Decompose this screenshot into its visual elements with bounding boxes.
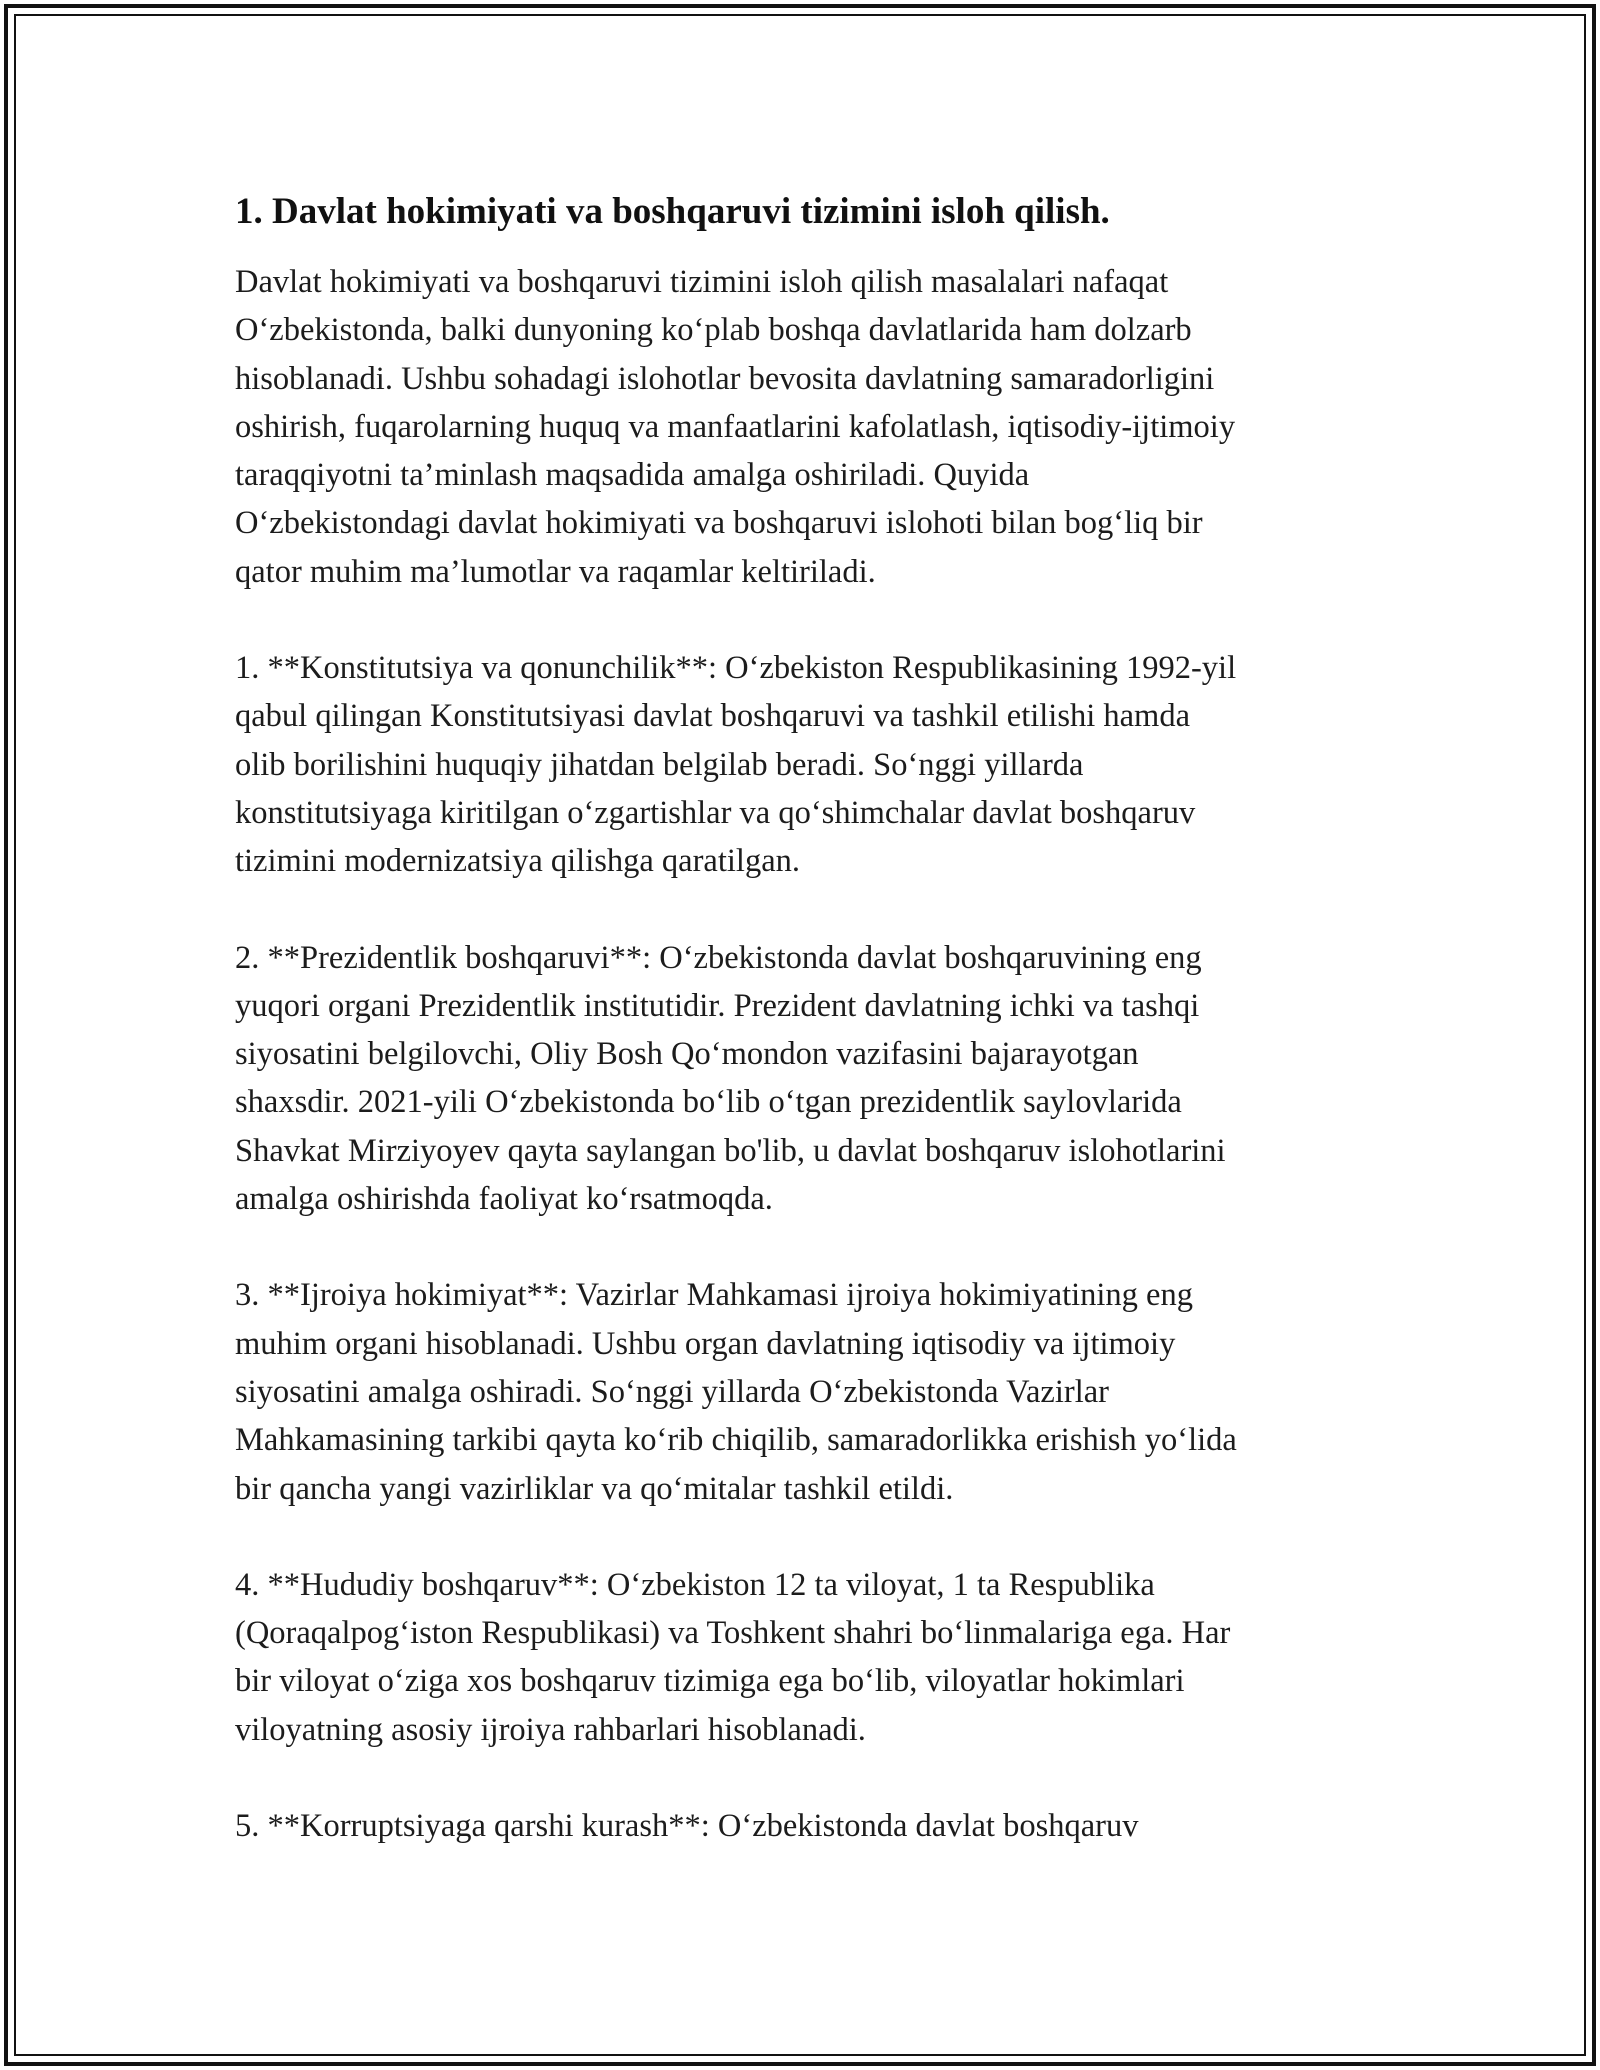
list-item-constitution: 1. **Konstitutsiya va qonunchilik**: Oʻzbekiston Respublikasining 1992-yil qabul qilingan Konstitutsiyasi davlat boshqaruvi va tashkil etilishi hamda olib borilishini huquqiy jihatdan belgilab beradi. Soʻnggi yillarda konstitutsiyaga kiritilgan oʻzgartishlar va qoʻshimchalar davlat boshqaruv tizimini modernizatsiya qilishga qaratilgan. [235,650,1237,880]
document-title: 1. Davlat hokimiyati va boshqaruvi tizimini isloh qilish. [235,191,1110,232]
intro-paragraph: Davlat hokimiyati va boshqaruvi tizimini isloh qilish masalalari nafaqat Oʻzbekistonda, balki dunyoning koʻplab boshqa davlatlarida ham dolzarb hisoblanadi. Ushbu sohadagi islohotlar bevosita davlatning samaradorligini oshirish, fuqarolarning huquq va manfaatlarini kafolatlash, iqtisodiy-ijtimoiy taraqqiyotni ta’minlash maqsadida amalga oshiriladi. Quyida Oʻzbekistondagi davlat hokimiyati va boshqaruvi islohoti bilan bogʻliq bir qator muhim ma’lumotlar va raqamlar keltiriladi. [235,264,1236,590]
list-item-anticorruption: 5. **Korruptsiyaga qarshi kurash**: Oʻzbekistonda davlat boshqaruv [235,1808,1139,1845]
list-item-regional: 4. **Hududiy boshqaruv**: Oʻzbekiston 12 ta viloyat, 1 ta Respublika (Qoraqalpogʻiston Respublikasi) va Toshkent shahri boʻlinmalariga ega. Har bir viloyat oʻziga xos boshqaruv tizimiga ega boʻlib, viloyatlar hokimlari viloyatning asosiy ijroiya rahbarlari hisoblanadi. [235,1566,1231,1748]
list-item-executive: 3. **Ijroiya hokimiyat**: Vazirlar Mahkamasi ijroiya hokimiyatining eng muhim organi hisoblanadi. Ushbu organ davlatning iqtisodiy va ijtimoiy siyosatini amalga oshiradi. Soʻnggi yillarda Oʻzbekistonda Vazirlar Mahkamasining tarkibi qayta koʻrib chiqilib, samaradorlikka erishish yoʻlida bir qancha yangi vazirliklar va qoʻmitalar tashkil etildi. [235,1277,1237,1507]
list-item-presidency: 2. **Prezidentlik boshqaruvi**: Oʻzbekistonda davlat boshqaruvining eng yuqori organi Prezidentlik institutidir. Prezident davlatning ichki va tashqi siyosatini belgilovchi, Oliy Bosh Qoʻmondon vazifasini bajarayotgan shaxsdir. 2021-yili Oʻzbekistonda boʻlib oʻtgan prezidentlik saylovlarida Shavkat Mirziyoyev qayta saylangan bo'lib, u davlat boshqaruv islohotlarini amalga oshirishda faoliyat koʻrsatmoqda. [235,939,1226,1218]
document-body [235,188,1370,1898]
